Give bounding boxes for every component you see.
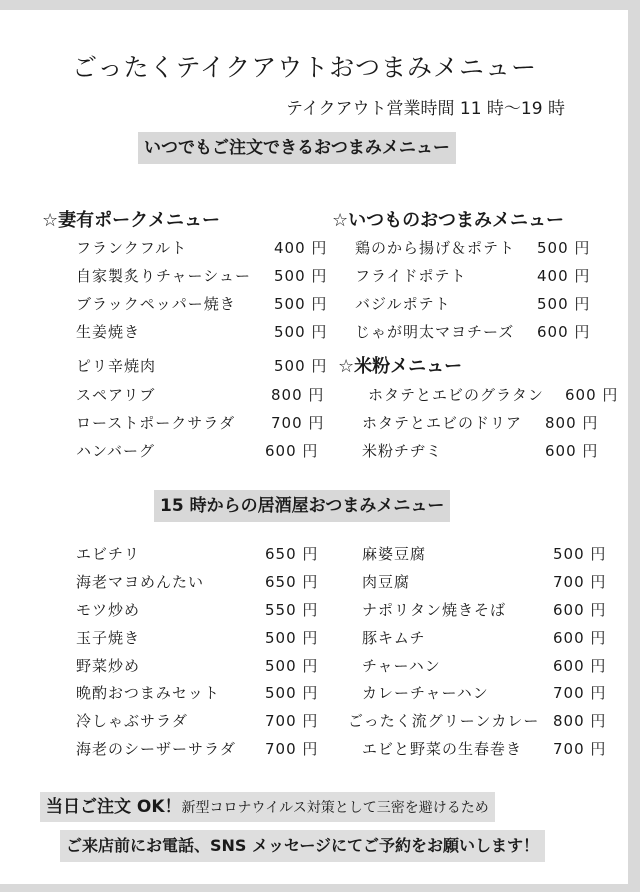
menu-item-name: 肉豆腐 (362, 573, 411, 591)
menu-item-price: 500 円 (274, 295, 328, 313)
menu-item-price: 500 円 (553, 545, 607, 563)
menu-item-name: エビと野菜の生春巻き (362, 740, 523, 758)
menu-item-name: じゃが明太マヨチーズ (355, 323, 515, 341)
menu-item-price: 800 円 (271, 386, 325, 404)
menu-item-name: バジルポテト (355, 295, 451, 313)
menu-item-name: エビチリ (76, 545, 141, 563)
menu-item-name: 豚キムチ (362, 629, 426, 647)
izakaya-menu-banner: 15 時からの居酒屋おつまみメニュー (154, 490, 450, 522)
reservation-notice: ご来店前にお電話、SNS メッセージにてご予約をお願いします！ (60, 830, 545, 862)
menu-item-price: 600 円 (545, 442, 599, 460)
menu-item-name: 玉子焼き (76, 629, 141, 647)
same-day-order-notice (40, 792, 495, 822)
menu-item-price: 600 円 (265, 442, 319, 460)
tsumari-pork-heading: ☆妻有ポークメニュー (42, 210, 220, 231)
menu-item-price: 500 円 (274, 267, 328, 285)
menu-item-name: モツ炒め (76, 601, 141, 619)
menu-item-name: ブラックペッパー焼き (76, 295, 236, 313)
menu-item-name: ごったく流グリーンカレー (348, 712, 540, 730)
menu-item-name: フライドポテト (355, 267, 467, 285)
menu-item-name: 米粉チヂミ (362, 442, 443, 460)
menu-item-name: 鶏のから揚げ＆ポテト (355, 239, 516, 257)
menu-sheet (0, 10, 628, 884)
menu-item-name: 野菜炒め (76, 657, 141, 675)
menu-item-price: 700 円 (553, 740, 607, 758)
menu-item-price: 500 円 (537, 239, 591, 257)
usual-menu-heading: ☆いつものおつまみメニュー (332, 210, 564, 231)
menu-item-name: ナポリタン焼きそば (362, 601, 507, 619)
menu-item-price: 600 円 (553, 601, 607, 619)
menu-item-price: 500 円 (537, 295, 591, 313)
menu-item-name: スペアリブ (76, 386, 156, 404)
menu-item-price: 500 円 (265, 629, 319, 647)
menu-item-price: 650 円 (265, 545, 319, 563)
menu-item-price: 700 円 (265, 740, 319, 758)
menu-item-name: ホタテとエビのグラタン (368, 386, 544, 404)
menu-item-name: 自家製炙りチャーシュー (76, 267, 251, 285)
menu-item-name: ハンバーグ (76, 442, 155, 460)
menu-item-price: 400 円 (274, 239, 328, 257)
menu-item-price: 550 円 (265, 601, 319, 619)
menu-item-price: 500 円 (274, 323, 328, 341)
menu-item-name: カレーチャーハン (362, 684, 489, 702)
menu-item-name: ピリ辛焼肉 (76, 357, 157, 375)
menu-item-name: ホタテとエビのドリア (362, 414, 523, 432)
menu-item-name: 冷しゃぶサラダ (76, 712, 188, 730)
menu-item-price: 700 円 (553, 573, 607, 591)
menu-item-name: 生姜焼き (76, 323, 141, 341)
menu-item-name: チャーハン (362, 657, 441, 675)
takeout-hours: テイクアウト営業時間 11 時〜19 時 (286, 99, 565, 119)
menu-item-price: 700 円 (271, 414, 325, 432)
page-title: ごったくテイクアウトおつまみメニュー (72, 53, 538, 82)
menu-item-name: ローストポークサラダ (76, 414, 236, 432)
same-day-ok-text: 当日ご注文 OK！ (46, 797, 182, 817)
menu-item-price: 600 円 (537, 323, 591, 341)
menu-item-price: 400 円 (537, 267, 591, 285)
menu-item-price: 500 円 (265, 684, 319, 702)
menu-item-name: 海老のシーザーサラダ (76, 740, 236, 758)
menu-item-name: 海老マヨめんたい (76, 573, 205, 591)
menu-item-price: 800 円 (553, 712, 607, 730)
menu-item-price: 500 円 (274, 357, 328, 375)
menu-item-price: 700 円 (265, 712, 319, 730)
menu-item-name: 晩酌おつまみセット (76, 684, 220, 702)
covid-notice-text: 新型コロナウイルス対策として三密を避けるため (181, 800, 489, 816)
anytime-menu-banner: いつでもご注文できるおつまみメニュー (138, 132, 456, 164)
menu-item-price: 650 円 (265, 573, 319, 591)
menu-item-price: 600 円 (553, 629, 607, 647)
menu-item-price: 500 円 (265, 657, 319, 675)
rice-flour-heading: ☆米粉メニュー (338, 356, 463, 377)
menu-item-price: 800 円 (545, 414, 599, 432)
menu-item-price: 600 円 (553, 657, 607, 675)
menu-item-price: 700 円 (553, 684, 607, 702)
menu-item-name: フランクフルト (76, 239, 188, 257)
menu-item-price: 600 円 (565, 386, 619, 404)
menu-item-name: 麻婆豆腐 (362, 545, 427, 563)
